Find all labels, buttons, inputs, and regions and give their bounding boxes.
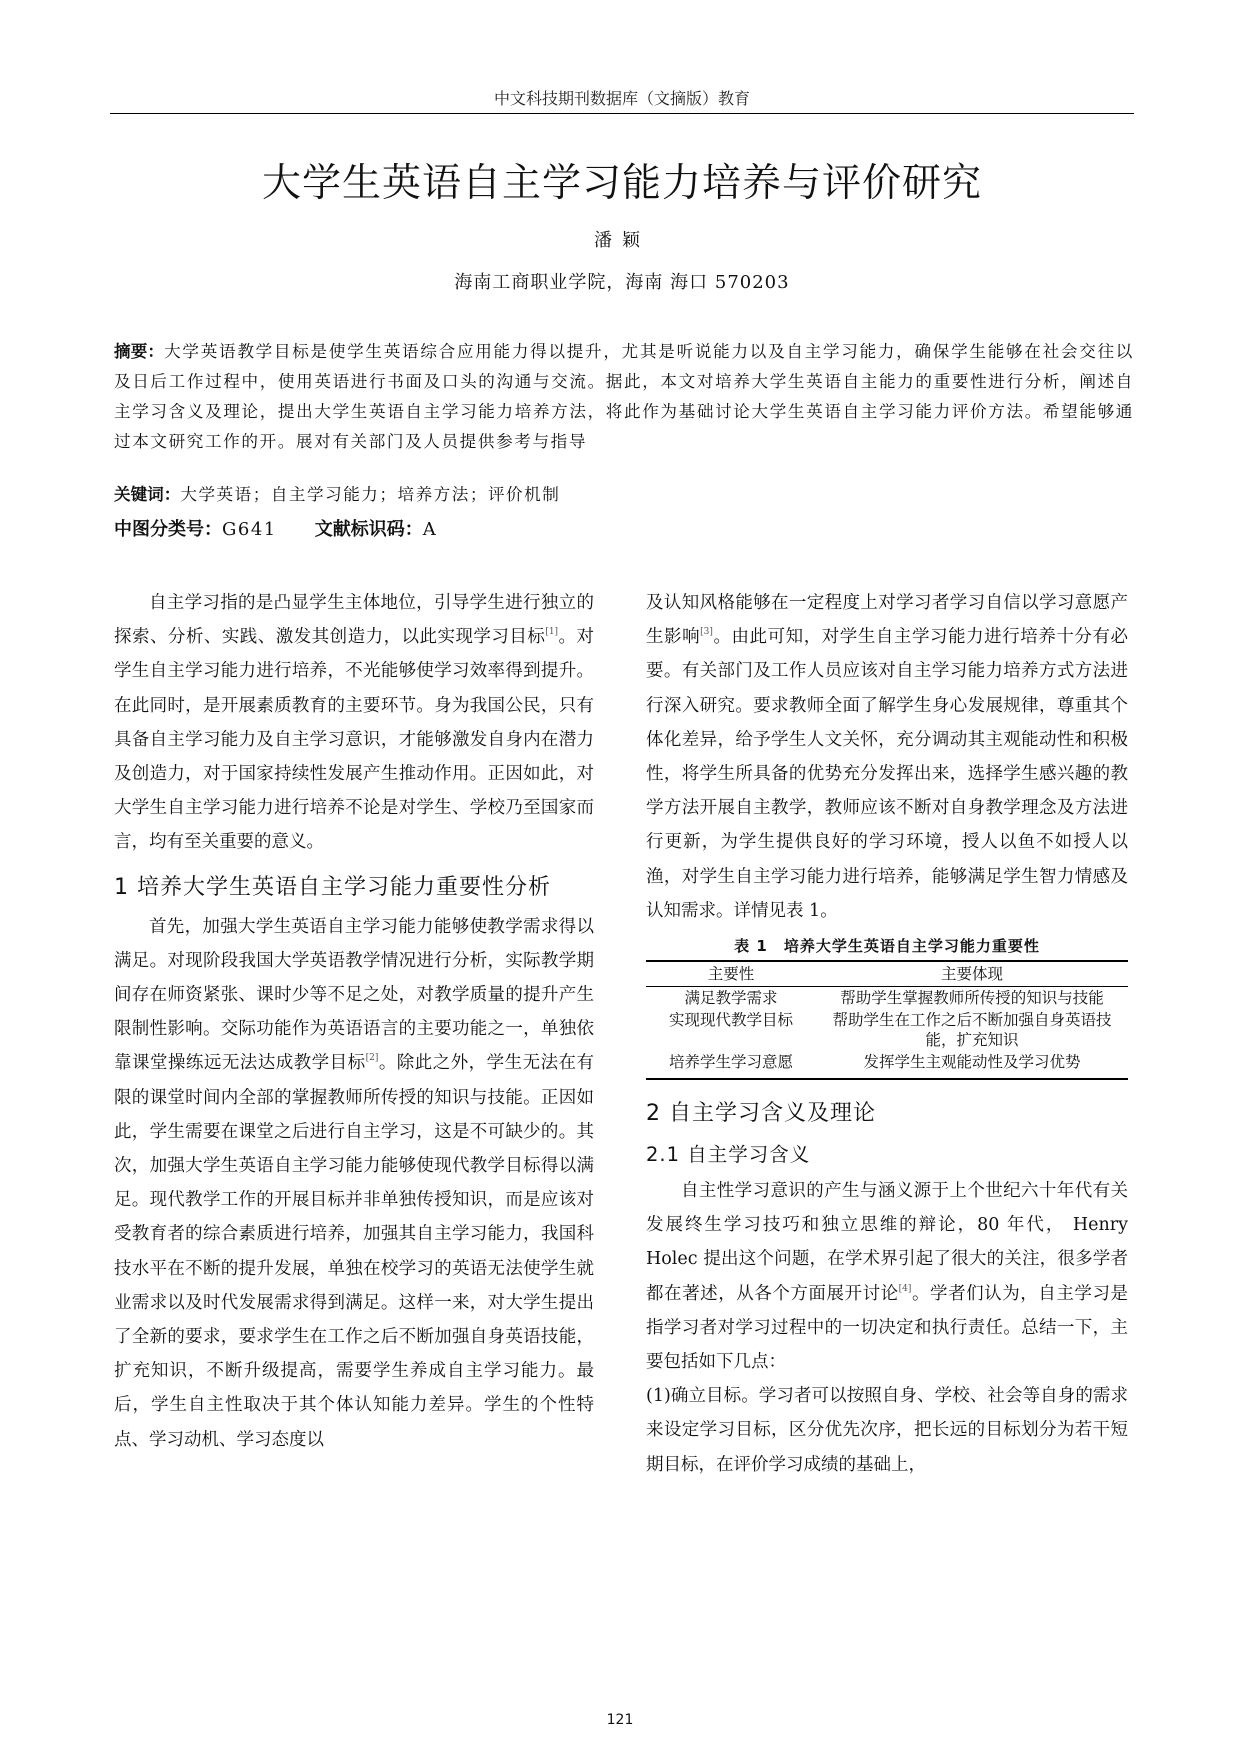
table-cell: 帮助学生掌握教师所传授的知识与技能 — [840, 989, 1104, 1008]
header-divider — [110, 113, 1134, 114]
citation-ref: [1] — [545, 627, 559, 638]
citation-ref: [4] — [898, 1283, 912, 1294]
classification-line — [114, 515, 437, 541]
table-header-cell: 主要性 — [646, 961, 816, 987]
keywords-label: 关键词： — [114, 485, 181, 504]
abstract — [114, 337, 1134, 457]
author-affiliation: 海南工商职业学院，海南 海口 570203 — [454, 272, 790, 293]
body-paragraph: (1)确立目标。学习者可以按照自身、学校、社会等自身的需求来设定学习目标，区分优先次序，把长远的目标划分为若干短期目标，在评价学习成绩的基础上， — [646, 1386, 1128, 1475]
clc-label: 中图分类号： — [114, 519, 222, 540]
doc-code-value: A — [422, 519, 438, 540]
author-name: 潘颖 — [594, 230, 650, 251]
table-row — [646, 1051, 1128, 1079]
table-cell: 满足教学需求 — [684, 989, 778, 1008]
keywords-line — [114, 481, 560, 505]
table-1 — [646, 932, 1128, 1080]
table-caption: 表 1 培养大学生英语自主学习能力重要性 — [734, 937, 1040, 956]
body-paragraph: 及认知风格能够在一定程度上对学习者学习自信以学习意愿产生影响[3]。由此可知，对学生自主学习能力进行培养十分有必要。有关部门及工作人员应该对自主学习能力培养方式方法进行深入研究。要求教师全面了解学生身心发展规律，尊重其个体化差异，给予学生人文关怀，充分调动其主观能动性和积极性，将学生所具备的优势充分发挥出来，选择学生感兴趣的教学方法开展自主教学，教师应该不断对自身教学理念及方法进行更新，为学生提供良好的学习环境，授人以鱼不如授人以渔，对学生自主学习能力进行培养，能够满足学生智力情感及认知需求。详情见表 1。 — [646, 593, 1129, 921]
table-header-cell: 主要体现 — [816, 961, 1128, 987]
body-paragraph: 首先，加强大学生英语自主学习能力能够使教学需求得以满足。对现阶段我国大学英语教学情况进行分析，实际教学期间存在师资紧张、课时少等不足之处，对教学质量的提升产生限制性影响。交际功能作为英语语言的主要功能之一，单独依靠课堂操练远无法达成教学目标[2]。除此之外，学生无法在有限的课堂时间内全部的掌握教师所传授的知识与技能。正因如此，学生需要在课堂之后进行自主学习，这是不可缺少的。其次，加强大学生英语自主学习能力能够使现代教学目标得以满足。现代教学工作的开展目标并非单独传授知识，而是应该对受教育者的综合素质进行培养，加强其自主学习能力，我国科技水平在不断的提升发展，单独在校学习的英语无法使学生就业需求以及时代发展需求得到满足。这样一来，对大学生提出了全新的要求，要求学生在工作之后不断加强自身英语技能，扩充知识，不断升级提高，需要学生养成自主学习能力。最后，学生自主性取决于其个体认知能力差异。学生的个性特点、学习动机、学习态度以 — [114, 916, 595, 1450]
body-paragraph: 自主性学习意识的产生与涵义源于上个世纪六十年代有关发展终生学习技巧和独立思维的辩论，80 年代， Henry Holec 提出这个问题，在学术界引起了很大的关注，很多学者都在著述，从各个方面展开讨论[4]。学者们认为，自主学习是指学习者对学习过程中的一切决定和执行责任。总结一下，主要包括如下几点： — [646, 1181, 1128, 1373]
table-cell: 实现现代教学目标 — [668, 1011, 793, 1030]
section-heading: 2 自主学习含义及理论 — [646, 1101, 876, 1127]
importance-table — [646, 960, 1128, 1080]
keywords-text: 大学英语；自主学习能力；培养方法；评价机制 — [180, 485, 561, 504]
abstract-label: 摘要： — [114, 342, 165, 361]
table-cell: 发挥学生主观能动性及学习优势 — [816, 1051, 1128, 1079]
right-column — [646, 586, 1128, 1482]
section-heading: 1 培养大学生英语自主学习能力重要性分析 — [114, 874, 551, 900]
clc-value: G641 — [222, 519, 277, 540]
body-paragraph: 自主学习指的是凸显学生主体地位，引导学生进行独立的探索、分析、实践、激发其创造力，以此实现学习目标[1]。对学生自主学习能力进行培养，不光能够使学习效率得到提升。在此同时，是开展素质教育的主要环节。身为我国公民，只有具备自主学习能力及自主学习意识，才能够激发自身内在潜力及创造力，对于国家持续性发展产生推动作用。正因如此，对大学生自主学习能力进行培养不论是对学生、学校乃至国家而言，均有至关重要的意义。 — [114, 593, 595, 853]
table-cell: 帮助学生在工作之后不断加强自身英语技能，扩充知识 — [832, 1011, 1112, 1050]
table-row — [646, 987, 1128, 1010]
table-row — [646, 1009, 1128, 1051]
citation-ref: [2] — [365, 1053, 379, 1064]
table-cell: 培养学生学习意愿 — [646, 1051, 816, 1079]
abstract-text: 大学英语教学目标是使学生英语综合应用能力得以提升，尤其是听说能力以及自主学习能力，确保学生能够在社会交往以及日后工作过程中，使用英语进行书面及口头的沟通与交流。据此，本文对培养大学生英语自主能力的重要性进行分析，阐述自主学习含义及理论，提出大学生英语自主学习能力培养方法，将此作为基础讨论大学生英语自主学习能力评价方法。希望能够通过本文研究工作的开。展对有关部门及人员提供参考与指导 — [114, 342, 1135, 451]
left-column — [114, 586, 594, 1457]
paper-title: 大学生英语自主学习能力培养与评价研究 — [261, 161, 982, 206]
subsection-heading: 2.1 自主学习含义 — [646, 1143, 811, 1167]
citation-ref: [3] — [700, 627, 713, 638]
page-number: 121 — [606, 1712, 634, 1728]
journal-header: 中文科技期刊数据库（文摘版）教育 — [493, 89, 750, 108]
table-header-row — [646, 961, 1128, 987]
doc-code-label: 文献标识码： — [314, 519, 423, 540]
